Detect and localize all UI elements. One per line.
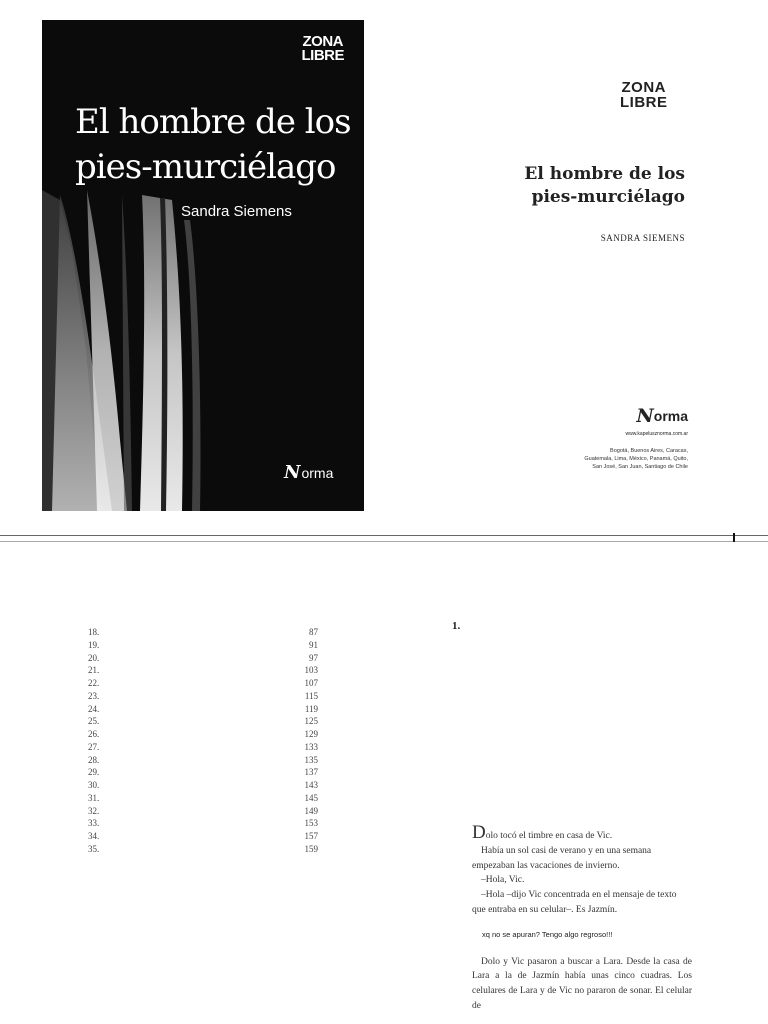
toc-row xyxy=(88,715,318,728)
toc-chapter-number: 26. xyxy=(88,729,100,739)
toc-row xyxy=(88,741,318,754)
toc-page-number: 135 xyxy=(304,754,318,765)
toc-page-number: 129 xyxy=(304,729,318,739)
publisher-url: www.kapelusznorma.com.ar xyxy=(625,431,688,437)
cover-logo-line1: ZONA xyxy=(302,33,343,50)
toc-page-number: 119 xyxy=(304,703,318,714)
cover-series-logo xyxy=(302,35,345,63)
text-message: xq no se apuran? Tengo algo regroso!!! xyxy=(482,929,613,939)
toc-chapter-number: 32. xyxy=(88,805,100,816)
drop-cap: D xyxy=(472,822,486,843)
cover-publisher-logo xyxy=(284,462,333,483)
norma-logo-icon: N xyxy=(636,405,654,427)
title-page-logo-line2: LIBRE xyxy=(620,94,668,111)
title-page-publisher xyxy=(556,405,688,471)
toc-page-number: 107 xyxy=(304,678,318,688)
toc-page-number: 143 xyxy=(304,780,318,790)
toc-row xyxy=(88,703,318,716)
page-divider xyxy=(0,535,768,536)
toc-row xyxy=(88,626,318,639)
curtain-image xyxy=(42,20,364,511)
toc-row xyxy=(88,639,318,652)
divider-mark xyxy=(733,533,735,542)
paragraph-text: olo tocó el timbre en casa de Vic. xyxy=(485,831,613,841)
toc-page-number: 91 xyxy=(309,639,318,650)
toc-row xyxy=(88,766,318,779)
toc-chapter-number: 22. xyxy=(88,678,100,688)
cover-title-line1: El hombre de los xyxy=(75,102,351,142)
title-page-publisher-name: orma xyxy=(653,408,688,424)
cities-line: Bogotá, Buenos Aires, Caracas, xyxy=(610,448,688,454)
toc-chapter-number: 31. xyxy=(88,792,100,803)
toc-row xyxy=(88,664,318,677)
toc-row xyxy=(88,754,318,767)
toc-chapter-number: 23. xyxy=(88,690,100,701)
toc-chapter-number: 33. xyxy=(88,818,100,829)
title-page-series-logo xyxy=(620,80,668,110)
title-page-logo-line1: ZONA xyxy=(621,79,666,96)
toc-chapter-number: 29. xyxy=(88,767,100,778)
toc-chapter-number: 25. xyxy=(88,716,100,727)
toc-page-number: 87 xyxy=(309,627,318,637)
norma-logo-icon: N xyxy=(284,462,301,483)
title-page-title xyxy=(480,163,685,209)
table-of-contents xyxy=(88,626,318,856)
toc-row xyxy=(88,779,318,792)
toc-page-number: 97 xyxy=(309,652,318,663)
toc-chapter-number: 21. xyxy=(88,665,100,676)
title-page-title-line1: El hombre de los xyxy=(524,164,685,184)
cover-author: Sandra Siemens xyxy=(181,203,292,220)
toc-page-number: 115 xyxy=(304,690,318,701)
toc-row xyxy=(88,677,318,690)
toc-chapter-number: 30. xyxy=(88,780,100,790)
page-divider-shadow xyxy=(0,541,768,542)
book-cover xyxy=(42,20,364,511)
title-page-author: SANDRA SIEMENS xyxy=(600,233,685,243)
toc-chapter-number: 20. xyxy=(88,652,100,663)
toc-chapter-number: 27. xyxy=(88,741,100,752)
chapter-text xyxy=(472,822,692,1014)
toc-chapter-number: 35. xyxy=(88,843,100,854)
toc-page-number: 145 xyxy=(304,792,318,803)
toc-row xyxy=(88,843,318,856)
toc-chapter-number: 28. xyxy=(88,754,100,765)
toc-page-number: 159 xyxy=(304,843,318,854)
cities-line: San José, San Juan, Santiago de Chile xyxy=(592,464,688,470)
cover-publisher-name: orma xyxy=(301,464,334,481)
toc-chapter-number: 24. xyxy=(88,703,100,714)
toc-row xyxy=(88,652,318,665)
chapter-number: 1. xyxy=(452,620,461,632)
toc-row xyxy=(88,728,318,741)
toc-page-number: 153 xyxy=(304,818,318,829)
toc-row xyxy=(88,817,318,830)
paragraph: Había un sol casi de verano y en una semana empezaban las vacaciones de invierno. xyxy=(472,845,652,871)
paragraph: Dolo y Vic pasaron a buscar a Lara. Desde la casa de Lara a la de Jazmín había unas cinco cuadras. Los celulares de Lara y de Vic no pararon de sonar. El celular de xyxy=(472,956,692,1011)
toc-row xyxy=(88,792,318,805)
toc-row xyxy=(88,690,318,703)
cover-title xyxy=(75,100,364,190)
toc-page-number: 133 xyxy=(304,741,318,752)
toc-page-number: 137 xyxy=(304,767,318,778)
toc-chapter-number: 18. xyxy=(88,627,100,637)
title-page-title-line2: pies-murciélago xyxy=(531,187,685,207)
paragraph xyxy=(472,822,692,844)
toc-page-number: 125 xyxy=(304,716,318,727)
paragraph: –Hola, Vic. xyxy=(481,875,525,886)
toc-chapter-number: 34. xyxy=(88,831,100,841)
cover-title-line2: pies-murciélago xyxy=(75,147,336,187)
title-page-publisher-logo xyxy=(556,405,688,427)
toc-page-number: 103 xyxy=(304,665,318,676)
cities-line: Guatemala, Lima, México, Panamá, Quito, xyxy=(584,456,688,462)
toc-row xyxy=(88,830,318,843)
toc-page-number: 157 xyxy=(304,831,318,841)
toc-row xyxy=(88,805,318,818)
paragraph: –Hola –dijo Vic concentrada en el mensaje de texto que entraba en su celular–. Es Jazmín. xyxy=(472,890,677,915)
cover-logo-line2: LIBRE xyxy=(301,47,344,64)
toc-page-number: 149 xyxy=(304,805,318,816)
toc-chapter-number: 19. xyxy=(88,639,100,650)
publisher-cities xyxy=(556,447,688,471)
